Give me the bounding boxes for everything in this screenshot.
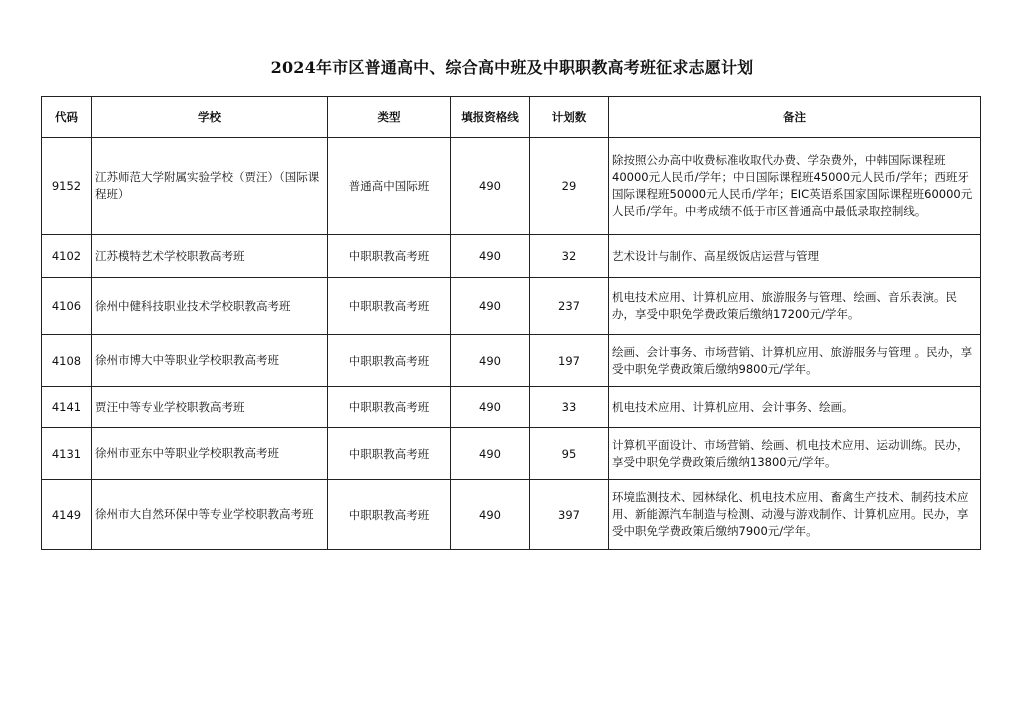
cell-school: 江苏模特艺术学校职教高考班: [92, 235, 328, 278]
cell-school: 徐州市亚东中等职业学校职教高考班: [92, 428, 328, 480]
header-qualifying-score: 填报资格线: [451, 97, 530, 138]
document-title: 2024年市区普通高中、综合高中班及中职职教高考班征求志愿计划: [270, 58, 754, 77]
enrollment-plan-table: [41, 96, 981, 550]
cell-school: 徐州市大自然环保中等专业学校职教高考班: [92, 480, 328, 550]
cell-plan-count: 95: [530, 428, 609, 480]
cell-remarks: 除按照公办高中收费标准收取代办费、学杂费外，中韩国际课程班40000元人民币/学年；中日国际课程班45000元人民币/学年；西班牙国际课程班50000元人民币/学年；EIC英语系国家国际课程班60000元人民币/学年。中考成绩不低于市区普通高中最低录取控制线。: [609, 138, 981, 235]
cell-qualifying-score: 490: [451, 428, 530, 480]
cell-type: 中职职教高考班: [328, 335, 451, 387]
header-remarks: 备注: [609, 97, 981, 138]
cell-code: 4131: [42, 428, 92, 480]
cell-school: 徐州中健科技职业技术学校职教高考班: [92, 278, 328, 335]
cell-type: 普通高中国际班: [328, 138, 451, 235]
cell-qualifying-score: 490: [451, 235, 530, 278]
table-row: [42, 235, 981, 278]
cell-plan-count: 197: [530, 335, 609, 387]
cell-remarks: 环境监测技术、园林绿化、机电技术应用、畜禽生产技术、制药技术应用、新能源汽车制造与检测、动漫与游戏制作、计算机应用。民办，享受中职免学费政策后缴纳7900元/学年。: [609, 480, 981, 550]
cell-remarks: 机电技术应用、计算机应用、会计事务、绘画。: [609, 387, 981, 428]
cell-remarks: 绘画、会计事务、市场营销、计算机应用、旅游服务与管理 。民办，享受中职免学费政策后缴纳9800元/学年。: [609, 335, 981, 387]
cell-qualifying-score: 490: [451, 138, 530, 235]
cell-type: 中职职教高考班: [328, 278, 451, 335]
cell-code: 4108: [42, 335, 92, 387]
cell-code: 4106: [42, 278, 92, 335]
table-row: [42, 387, 981, 428]
header-type: 类型: [328, 97, 451, 138]
cell-qualifying-score: 490: [451, 278, 530, 335]
cell-plan-count: 29: [530, 138, 609, 235]
cell-plan-count: 32: [530, 235, 609, 278]
cell-type: 中职职教高考班: [328, 480, 451, 550]
cell-school: 徐州市博大中等职业学校职教高考班: [92, 335, 328, 387]
cell-remarks: 机电技术应用、计算机应用、旅游服务与管理、绘画、音乐表演。民办，享受中职免学费政策后缴纳17200元/学年。: [609, 278, 981, 335]
table-row: [42, 428, 981, 480]
table-row: [42, 278, 981, 335]
cell-code: 9152: [42, 138, 92, 235]
cell-type: 中职职教高考班: [328, 428, 451, 480]
cell-plan-count: 237: [530, 278, 609, 335]
cell-code: 4149: [42, 480, 92, 550]
table-header-row: [42, 97, 981, 138]
cell-remarks: 艺术设计与制作、高星级饭店运营与管理: [609, 235, 981, 278]
cell-qualifying-score: 490: [451, 387, 530, 428]
header-plan-count: 计划数: [530, 97, 609, 138]
cell-school: 江苏师范大学附属实验学校（贾汪）（国际课程班）: [92, 138, 328, 235]
header-code: 代码: [42, 97, 92, 138]
cell-type: 中职职教高考班: [328, 387, 451, 428]
cell-code: 4141: [42, 387, 92, 428]
cell-plan-count: 397: [530, 480, 609, 550]
table-row: [42, 480, 981, 550]
cell-school: 贾汪中等专业学校职教高考班: [92, 387, 328, 428]
table-row: [42, 335, 981, 387]
cell-plan-count: 33: [530, 387, 609, 428]
header-school: 学校: [92, 97, 328, 138]
table-row: [42, 138, 981, 235]
cell-remarks: 计算机平面设计、市场营销、绘画、机电技术应用、运动训练。民办，享受中职免学费政策后缴纳13800元/学年。: [609, 428, 981, 480]
cell-code: 4102: [42, 235, 92, 278]
cell-qualifying-score: 490: [451, 335, 530, 387]
cell-type: 中职职教高考班: [328, 235, 451, 278]
cell-qualifying-score: 490: [451, 480, 530, 550]
